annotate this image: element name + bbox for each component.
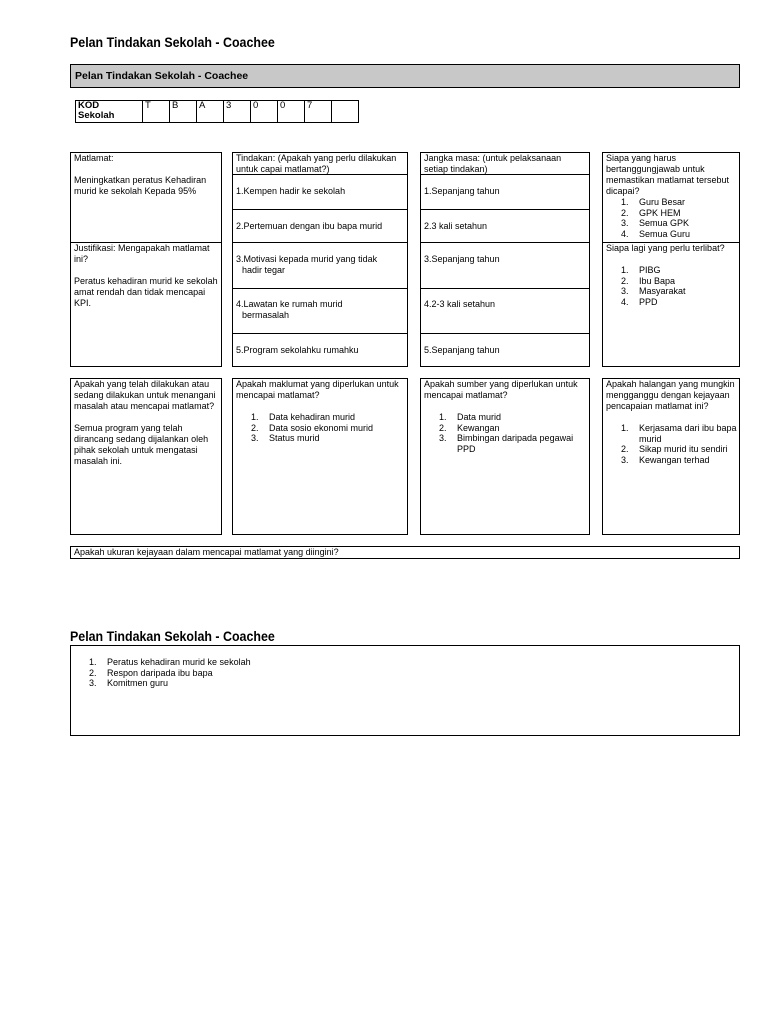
justifikasi-box bbox=[70, 242, 222, 367]
ukuran-kejayaan-row: Apakah ukuran kejayaan dalam mencapai matlamat yang diingini? bbox=[70, 546, 740, 559]
tindakan-item: 1.Kempen hadir ke sekolah bbox=[232, 174, 408, 210]
jangka-header: Jangka masa: (untuk pelaksanaan setiap tindakan) bbox=[420, 152, 590, 175]
list-item: 2. Respon daripada ibu bapa bbox=[89, 667, 213, 678]
list-item: 2. Sikap murid itu sendiri bbox=[621, 444, 728, 454]
kod-label: KOD Sekolah bbox=[76, 101, 143, 123]
siapa-terlibat-question: Siapa lagi yang perlu terlibat? bbox=[606, 243, 725, 253]
siapa-bertanggungjawab-question: Siapa yang harus bertanggungjawab untuk memastikan matlamat tersebut dicapai? bbox=[606, 153, 730, 196]
list-item: 1. PIBG bbox=[621, 265, 661, 275]
jangka-item: 2.3 kali setahun bbox=[420, 209, 590, 243]
list-item: 1. Data kehadiran murid bbox=[251, 412, 356, 422]
list-item: 1. Peratus kehadiran murid ke sekolah bbox=[89, 657, 251, 667]
tindakan-item: 5.Program sekolahku rumahku bbox=[232, 333, 408, 367]
header-bar: Pelan Tindakan Sekolah - Coachee bbox=[70, 64, 740, 88]
section2-title: Pelan Tindakan Sekolah - Coachee bbox=[70, 629, 275, 644]
apakah-dilakukan-question: Apakah yang telah dilakukan atau sedang dilakukan untuk menangani masalah atau mencapai matlamat? bbox=[74, 379, 216, 411]
kod-char: 3 bbox=[224, 101, 251, 123]
jangka-item: 5.Sepanjang tahun bbox=[420, 333, 590, 367]
tindakan-item: 4.Lawatan ke rumah murid bermasalah bbox=[232, 288, 408, 334]
maklumat-question: Apakah maklumat yang diperlukan untuk mencapai matlamat? bbox=[236, 379, 399, 400]
list-item: 2. Ibu Bapa bbox=[621, 275, 676, 286]
list-item: 2. Kewangan bbox=[439, 422, 500, 433]
list-item: 3. Masyarakat bbox=[621, 286, 686, 296]
list-item: 4. Semua Guru bbox=[621, 228, 691, 239]
list-item: 4. PPD bbox=[621, 296, 658, 307]
list-item: 3. Semua GPK bbox=[621, 218, 690, 228]
kod-char: 0 bbox=[278, 101, 305, 123]
jangka-item: 1.Sepanjang tahun bbox=[420, 174, 590, 210]
apakah-dilakukan-text: Semua program yang telah dirancang sedang dijalankan oleh pihak sekolah untuk mengatasi masalah ini. bbox=[74, 423, 209, 466]
kod-sekolah-table bbox=[75, 100, 359, 123]
maklumat-box bbox=[232, 378, 408, 535]
list-item: 3. Status murid bbox=[251, 433, 320, 443]
jangka-item: 3.Sepanjang tahun bbox=[420, 242, 590, 289]
halangan-box bbox=[602, 378, 740, 535]
tindakan-item: 2.Pertemuan dengan ibu bapa murid bbox=[232, 209, 408, 243]
list-item: 1. Guru Besar bbox=[621, 197, 686, 207]
list-item: 1. Data murid bbox=[439, 412, 502, 422]
list-item: 3. Bimbingan daripada pegawai PPD bbox=[439, 433, 574, 454]
page-title: Pelan Tindakan Sekolah - Coachee bbox=[70, 35, 275, 50]
jangka-item: 4.2-3 kali setahun bbox=[420, 288, 590, 334]
siapa-bertanggungjawab-box bbox=[602, 152, 740, 243]
kod-char: T bbox=[143, 101, 170, 123]
sumber-box bbox=[420, 378, 590, 535]
tindakan-header: Tindakan: (Apakah yang perlu dilakukan untuk capai matlamat?) bbox=[232, 152, 408, 175]
list-item: 3. Kewangan terhad bbox=[621, 454, 710, 465]
matlamat-box bbox=[70, 152, 222, 243]
justifikasi-label: Justifikasi: Mengapakah matlamat ini? bbox=[74, 243, 210, 264]
list-item: 2. Data sosio ekonomi murid bbox=[251, 422, 374, 433]
siapa-terlibat-box bbox=[602, 242, 740, 367]
tindakan-item: 3.Motivasi kepada murid yang tidak hadir tegar bbox=[232, 242, 408, 289]
justifikasi-text: Peratus kehadiran murid ke sekolah amat rendah dan tidak mencapai KPI. bbox=[74, 276, 218, 308]
kod-char: 0 bbox=[251, 101, 278, 123]
list-item: 2. GPK HEM bbox=[621, 207, 681, 218]
list-item: 1. Kerjasama dari ibu bapa murid bbox=[621, 423, 737, 444]
section2-box bbox=[70, 645, 740, 736]
kod-char: B bbox=[170, 101, 197, 123]
matlamat-text: Meningkatkan peratus Kehadiran murid ke sekolah Kepada 95% bbox=[74, 175, 207, 196]
kod-char: A bbox=[197, 101, 224, 123]
matlamat-label: Matlamat: bbox=[74, 153, 114, 163]
sumber-question: Apakah sumber yang diperlukan untuk mencapai matlamat? bbox=[424, 379, 578, 400]
kod-char bbox=[332, 101, 359, 123]
halangan-question: Apakah halangan yang mungkin mengganggu dengan kejayaan pencapaian matlamat ini? bbox=[606, 379, 735, 411]
list-item: 3. Komitmen guru bbox=[89, 678, 169, 688]
kod-char: 7 bbox=[305, 101, 332, 123]
apakah-dilakukan-box bbox=[70, 378, 222, 535]
